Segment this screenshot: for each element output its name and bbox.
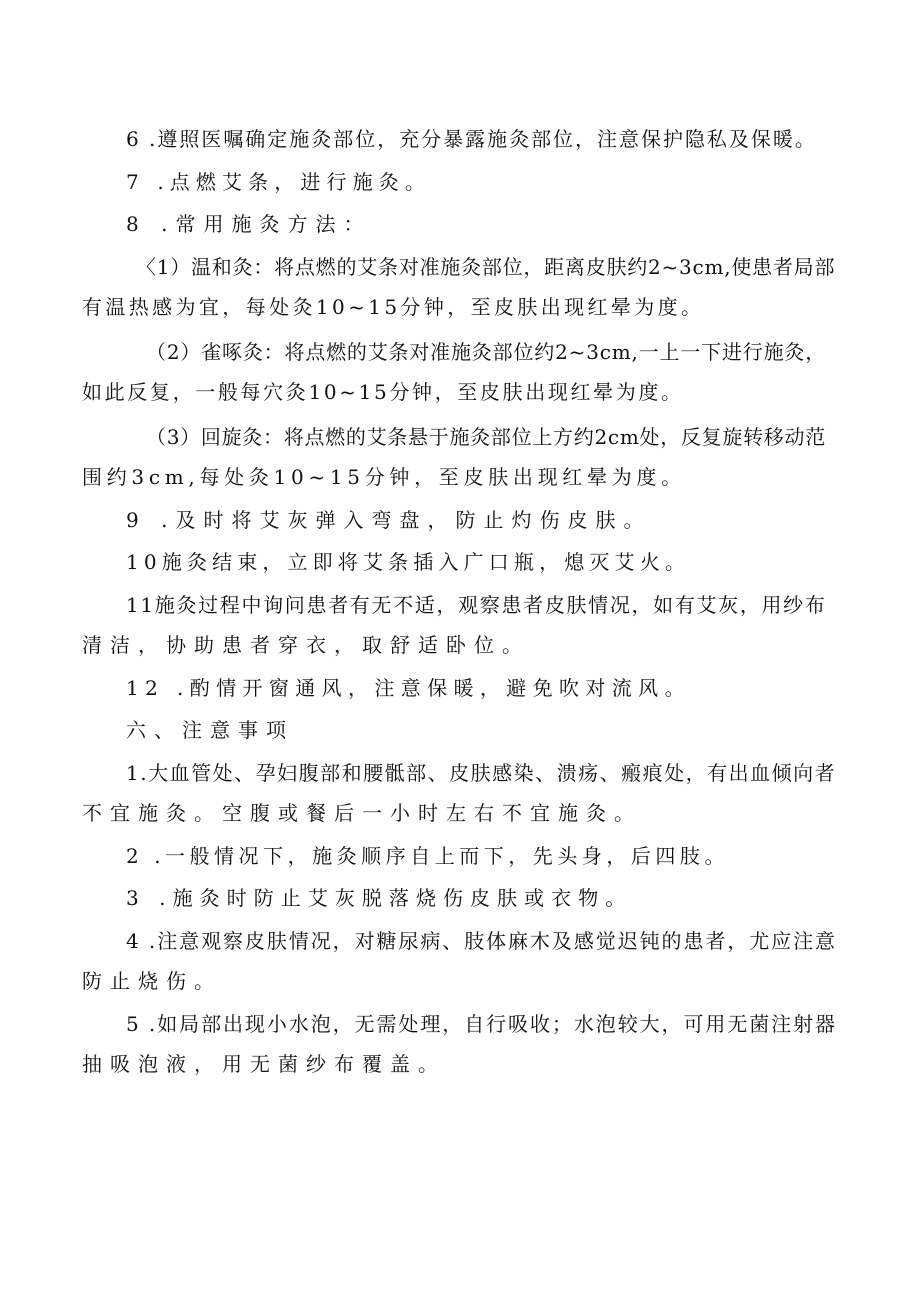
text-line-method-1-cont: 有温热感为宜，每处灸10~15分钟，至皮肤出现红晕为度。	[82, 295, 705, 319]
text-line-method-2: （2）雀啄灸：将点燃的艾条对准施灸部位约2~3cm,一上一下进行施灸，	[146, 340, 827, 364]
text-line-step-6: 6 .遵照医嘱确定施灸部位，充分暴露施灸部位，注意保护隐私及保暖。	[126, 127, 817, 151]
text-line-method-3-cont: 围约3cm,每处灸10~15分钟，至皮肤出现红晕为度。	[82, 465, 686, 489]
text-line-note-3: 3 .施灸时防止艾灰脱落烧伤皮肤或衣物。	[126, 886, 633, 910]
text-line-method-2-cont: 如此反复，一般每穴灸10~15分钟，至皮肤出现红晕为度。	[82, 380, 684, 404]
text-line-step-7: 7 .点燃艾条，进行施灸。	[126, 170, 431, 194]
text-line-note-2: 2 .一般情况下，施灸顺序自上而下，先头身，后四肢。	[126, 844, 729, 868]
section-heading-precautions: 六、注意事项	[126, 718, 294, 742]
text-line-step-10: 10施灸结束，立即将艾条插入广口瓶，熄灭艾火。	[126, 550, 691, 574]
text-line-note-4-cont: 防止烧伤。	[82, 969, 222, 993]
text-line-note-1-cont: 不宜施灸。空腹或餐后一小时左右不宜施灸。	[82, 801, 642, 825]
text-line-step-8: 8 .常用施灸方法：	[126, 212, 372, 236]
text-line-note-5: 5 .如局部出现小水泡，无需处理，自行吸收；水泡较大，可用无菌注射器	[126, 1012, 837, 1036]
text-line-step-12: 12 .酌情开窗通风，注意保暖，避免吹对流风。	[126, 676, 691, 700]
text-line-method-1: 〈1）温和灸：将点燃的艾条对准施灸部位，距离皮肤约2~3cm,使患者局部	[136, 255, 836, 279]
text-line-method-3: （3）回旋灸：将点燃的艾条悬于施灸部位上方约2cm处，反复旋转移动范	[146, 425, 826, 449]
text-line-step-11-cont: 清洁，协助患者穿衣，取舒适卧位。	[82, 633, 530, 657]
text-line-step-11: 11施灸过程中询问患者有无不适，观察患者皮肤情况，如有艾灰，用纱布	[126, 593, 827, 617]
text-line-step-9: 9 .及时将艾灰弹入弯盘，防止灼伤皮肤。	[126, 508, 652, 532]
text-line-note-5-cont: 抽吸泡液，用无菌纱布覆盖。	[82, 1052, 446, 1076]
text-line-note-4: 4 .注意观察皮肤情况，对糖尿病、肢体麻木及感觉迟钝的患者，尤应注意	[126, 929, 837, 953]
text-line-note-1: 1.大血管处、孕妇腹部和腰骶部、皮肤感染、溃疡、瘢痕处，有出血倾向者	[126, 761, 837, 785]
